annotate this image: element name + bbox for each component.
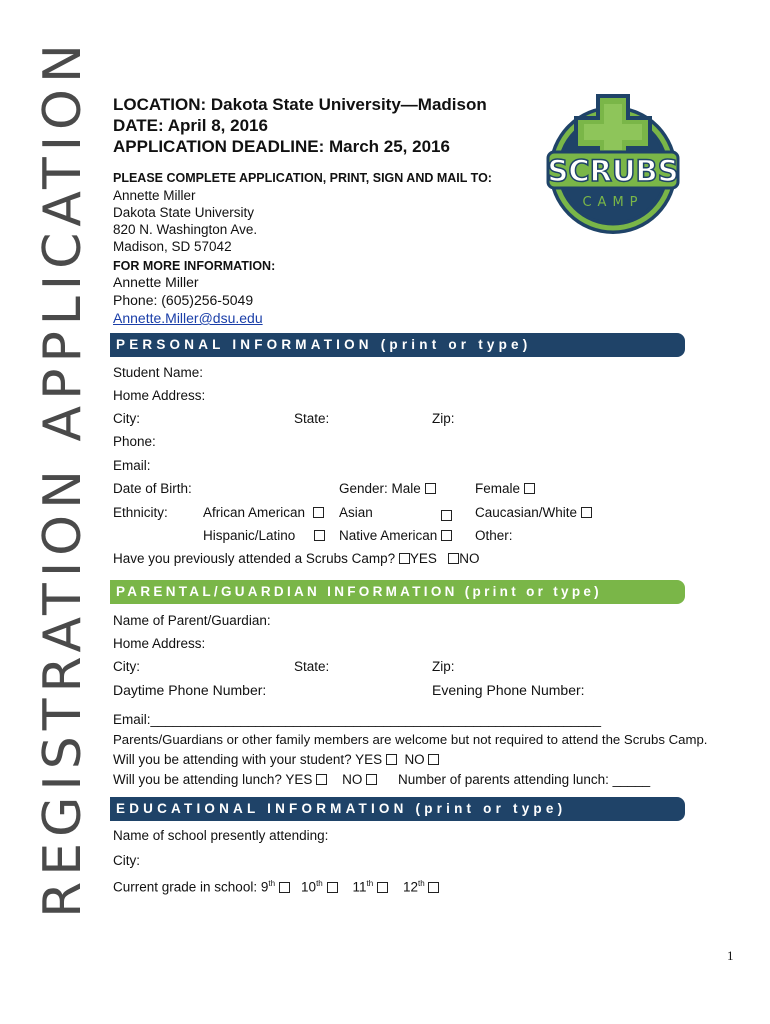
educational-section-bar: EDUCATIONAL INFORMATION (print or type) — [110, 797, 685, 821]
logo-sub-text: CAMP — [582, 195, 644, 210]
asian-label: Asian — [339, 505, 373, 520]
lunch-yes-checkbox[interactable] — [316, 774, 327, 785]
other-label: Other: — [475, 528, 513, 543]
grade-11-sup: th — [366, 879, 374, 888]
lunch-no-label: NO — [342, 772, 363, 787]
parental-section-bar: PARENTAL/GUARDIAN INFORMATION (print or type) — [110, 580, 685, 604]
attended-no-checkbox[interactable] — [448, 553, 459, 564]
grade-row — [113, 875, 439, 896]
side-title-container — [18, 37, 108, 918]
hispanic-label: Hispanic/Latino — [203, 528, 296, 543]
city-label: City: — [113, 411, 140, 426]
parent-state-label: State: — [294, 659, 330, 674]
info-heading: FOR MORE INFORMATION: — [113, 259, 276, 273]
phone-label: Phone: — [113, 434, 156, 449]
grade-12-checkbox[interactable] — [428, 882, 439, 893]
attend-yes-checkbox[interactable] — [386, 754, 397, 765]
native-american-label: Native American — [339, 528, 438, 543]
location-line: LOCATION: Dakota State University—Madison — [113, 95, 487, 114]
side-title: REGISTRATION APPLICATION — [33, 37, 93, 918]
ethnicity-label: Ethnicity: — [113, 505, 168, 520]
grade-12-label: 12 — [403, 879, 419, 895]
parent-email-field: Email:____________________________________________________________ — [113, 712, 601, 727]
mail-org: Dakota State University — [113, 205, 255, 220]
hispanic-option[interactable] — [203, 527, 325, 544]
deadline-line: APPLICATION DEADLINE: March 25, 2016 — [113, 137, 450, 156]
attend-lunch-question — [113, 771, 377, 788]
parent-zip-label: Zip: — [432, 659, 455, 674]
native-american-option[interactable] — [339, 527, 452, 544]
gender-male-label: Gender: Male — [339, 481, 421, 496]
mail-heading: PLEASE COMPLETE APPLICATION, PRINT, SIGN AND MAIL TO: — [113, 171, 492, 185]
grade-12-sup: th — [418, 879, 425, 888]
state-label: State: — [294, 411, 330, 426]
dob-label: Date of Birth: — [113, 481, 192, 496]
native-american-checkbox[interactable] — [441, 530, 452, 541]
african-american-option[interactable] — [203, 504, 324, 521]
zip-label: Zip: — [432, 411, 455, 426]
parent-city-label: City: — [113, 659, 140, 674]
lunch-no-checkbox[interactable] — [366, 774, 377, 785]
attended-yes-checkbox[interactable] — [399, 553, 410, 564]
lunch-count-label: Number of parents attending lunch: _____ — [398, 772, 651, 787]
info-name: Annette Miller — [113, 274, 199, 290]
attended-question — [113, 550, 479, 567]
caucasian-option[interactable] — [475, 504, 592, 521]
hispanic-checkbox[interactable] — [314, 530, 325, 541]
grade-11-checkbox[interactable] — [377, 882, 388, 893]
grade-10-label: 10 — [301, 879, 317, 895]
daytime-phone-label: Daytime Phone Number: — [113, 682, 267, 698]
grade-label: Current grade in school: 9 — [113, 879, 269, 895]
scrubs-camp-logo — [538, 88, 688, 238]
parent-name-label: Name of Parent/Guardian: — [113, 613, 271, 628]
african-american-label: African American — [203, 505, 306, 520]
female-option[interactable] — [475, 480, 535, 497]
gender-male-option[interactable] — [339, 480, 436, 497]
attend-with-student-text: Will you be attending with your student? YES — [113, 752, 383, 767]
school-city-label: City: — [113, 853, 140, 868]
grade-10-checkbox[interactable] — [327, 882, 338, 893]
attended-yes-label: YES — [409, 551, 437, 566]
attend-no-checkbox[interactable] — [428, 754, 439, 765]
info-phone: Phone: (605)256-5049 — [113, 292, 254, 308]
parent-home-address-label: Home Address: — [113, 636, 206, 651]
personal-section-bar: PERSONAL INFORMATION (print or type) — [110, 333, 685, 357]
grade-10-sup: th — [316, 879, 323, 888]
page-number: 1 — [727, 948, 734, 963]
caucasian-label: Caucasian/White — [475, 505, 578, 520]
logo-main-text: SCRUBS — [547, 154, 679, 188]
parent-note: Parents/Guardians or other family members are welcome but not required to attend the Scrubs Camp. — [113, 732, 708, 747]
asian-checkbox-wrap[interactable] — [441, 507, 452, 525]
mail-city: Madison, SD 57042 — [113, 239, 232, 254]
african-american-checkbox[interactable] — [313, 507, 324, 518]
attended-question-text: Have you previously attended a Scrubs Camp? — [113, 551, 396, 566]
caucasian-checkbox[interactable] — [581, 507, 592, 518]
school-name-label: Name of school presently attending: — [113, 828, 329, 843]
attend-no-label: NO — [404, 752, 425, 767]
attended-no-label: NO — [459, 551, 480, 566]
asian-checkbox[interactable] — [441, 510, 452, 521]
evening-phone-label: Evening Phone Number: — [432, 682, 585, 698]
grade-9-checkbox[interactable] — [279, 882, 290, 893]
date-line: DATE: April 8, 2016 — [113, 116, 268, 135]
male-checkbox[interactable] — [425, 483, 436, 494]
attend-with-student-question — [113, 751, 439, 768]
student-name-label: Student Name: — [113, 365, 204, 380]
female-label: Female — [475, 481, 521, 496]
home-address-label: Home Address: — [113, 388, 206, 403]
grade-9-sup: th — [268, 879, 276, 888]
grade-11-label: 11 — [352, 879, 367, 895]
mail-name: Annette Miller — [113, 188, 196, 203]
email-label: Email: — [113, 458, 151, 473]
attend-lunch-text: Will you be attending lunch? YES — [113, 772, 313, 787]
info-email-link[interactable]: Annette.Miller@dsu.edu — [113, 310, 263, 326]
female-checkbox[interactable] — [524, 483, 535, 494]
mail-street: 820 N. Washington Ave. — [113, 222, 258, 237]
